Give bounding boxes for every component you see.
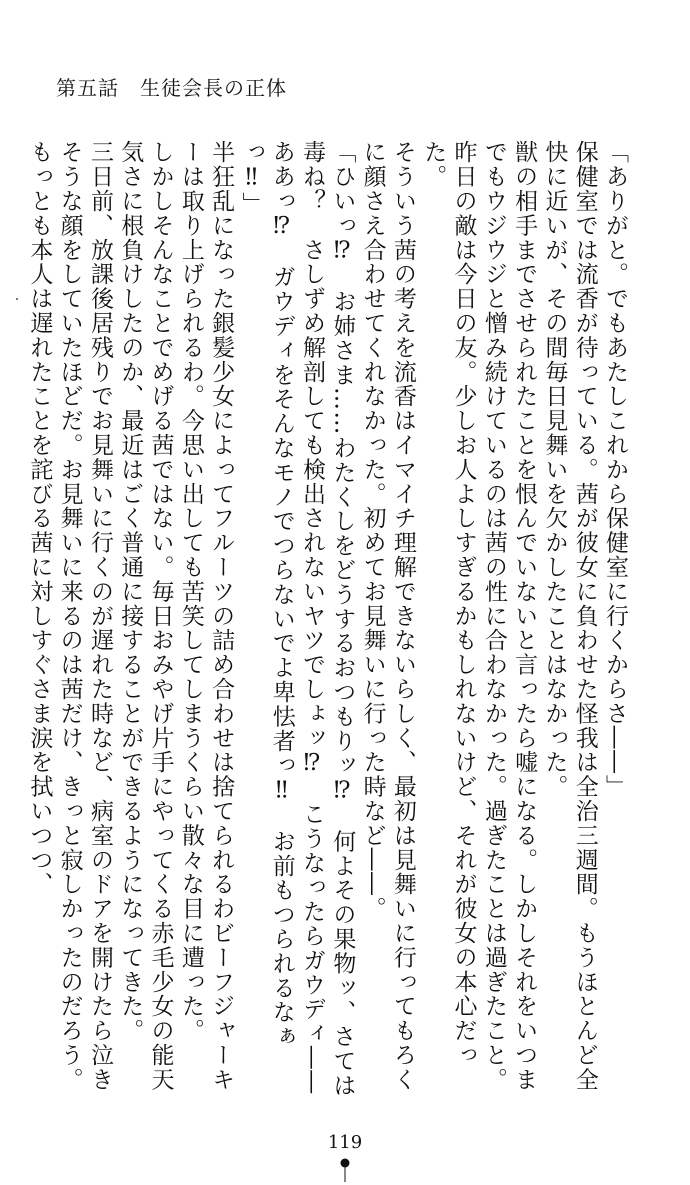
paragraph: しかしそんなことでめげる茜ではない。毎日おみやげ片手にやってくる赤毛少女の能天気さに根負けしたのか、最近はごく普通に接することができるようになってきた。 [117,140,174,1092]
scan-speck [16,298,18,300]
paragraph: そういう茜の考えを流香はイマイチ理解できないらしく、最初は見舞いに行ってもろくに顔さえ合わせてくれなかった。初めてお見舞いに行った時など――。 [359,140,416,1092]
paragraph: 獣の相手までさせられたことを恨んでいないと言ったら嘘になる。しかしそれをいつまでもウジウジと憎み続けているのは茜の性に合わなかった。過ぎたことは過ぎたこと。昨日の敵は今日の友。少しお人よしすぎるかもしれないけど、それが彼女の本心だった。 [420,140,538,1092]
paragraph: 保健室では流香が待っている。茜が彼女に負わせた怪我は全治三週間。もうほとんど全快に近いが、その間毎日見舞いを欠かしたことはなかった。 [541,140,598,1092]
chapter-title: 第五話 生徒会長の正体 [56,76,287,100]
paragraph: 三日前、放課後居残りでお見舞いに行くのが遅れた時など、病室のドアを開けたら泣きそうな顔をしていたほどだ。お見舞いに来るのは茜だけ、きっと寂しかったのだろう。もっとも本人は遅れたことを詫びる茜に対しすぐさま涙を拭いつつ、 [26,140,113,1092]
page-ornament-icon [339,1158,351,1182]
paragraph: 「ありがと。でもあたしこれから保健室に行くからさ――」 [602,140,628,799]
page-number: 119 [327,1132,363,1153]
paragraph: 半狂乱になった銀髪少女によってフルーツの詰め合わせは捨てられるわビーフジャーキーは取り上げられるわ。今思い出しても苦笑してしまうくらい散々な目に遭った。 [177,140,235,1092]
body-text [24,140,630,1100]
paragraph: 「ひいっ⁉ お姉さま……わたくしをどうするおつもりッ⁉ 何よその果物ッ、さては毒ね？ さしずめ解剖しても検出されないヤツでしょッ⁉ こうなったらガウディ――ああっ⁉ ガウディをそんなモノでつらないでよ卑怯者っ‼ お前もつられるなぁっ‼」 [238,140,356,1098]
